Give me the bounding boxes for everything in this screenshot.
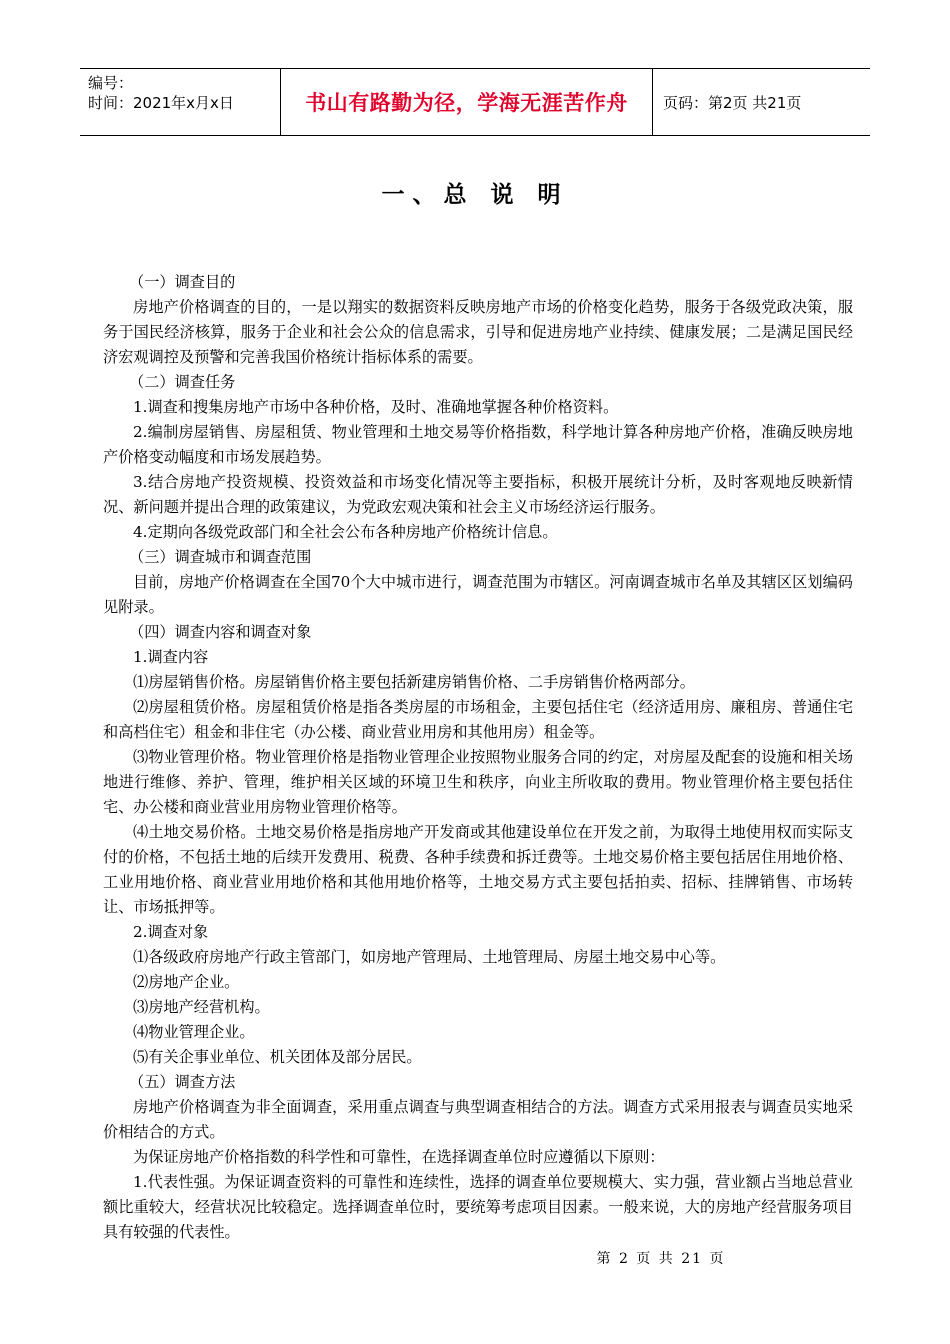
paragraph: ⑵房屋租赁价格。房屋租赁价格是指各类房屋的市场租金，主要包括住宅（经济适用房、廉租房、普通住宅和高档住宅）租金和非住宅（办公楼、商业营业用房和其他用房）租金等。 (103, 698, 853, 741)
paragraph: ⑴房屋销售价格。房屋销售价格主要包括新建房销售价格、二手房销售价格两部分。 (133, 673, 695, 691)
paragraph: ⑷物业管理企业。 (133, 1023, 255, 1041)
number-label: 编号： (88, 74, 134, 92)
paragraph: 房地产价格调查为非全面调查，采用重点调查与典型调查相结合的方法。调查方式采用报表与调查员实地采价相结合的方式。 (103, 1098, 853, 1141)
section-heading: （一）调查目的 (129, 273, 236, 291)
section-heading: （二）调查任务 (129, 373, 236, 391)
page-info: 页码：第2页 共21页 (663, 93, 802, 112)
document-body (103, 270, 853, 1245)
motto: 书山有路勤为径，学海无涯苦作舟 (305, 91, 628, 115)
section-heading: （五）调查方法 (129, 1073, 236, 1091)
paragraph: ⑴各级政府房地产行政主管部门，如房地产管理局、土地管理局、房屋土地交易中心等。 (133, 948, 726, 966)
paragraph: ⑵房地产企业。 (133, 973, 240, 991)
section-heading: （三）调查城市和调查范围 (129, 548, 312, 566)
paragraph: 2.编制房屋销售、房屋租赁、物业管理和土地交易等价格指数，科学地计算各种房地产价格，准确反映房地产价格变动幅度和市场发展趋势。 (103, 423, 853, 466)
paragraph: 1.调查和搜集房地产市场中各种价格，及时、准确地掌握各种价格资料。 (133, 398, 619, 416)
paragraph: 为保证房地产价格指数的科学性和可靠性，在选择调查单位时应遵循以下原则： (133, 1148, 665, 1166)
paragraph: 房地产价格调查的目的，一是以翔实的数据资料反映房地产市场的价格变化趋势，服务于各级党政决策，服务于国民经济核算，服务于企业和社会公众的信息需求，引导和促进房地产业持续、健康发展；二是满足国民经济宏观调控及预警和完善我国价格统计指标体系的需要。 (103, 298, 853, 366)
paragraph: 1.调查内容 (133, 648, 209, 666)
time-label: 时间：2021年x月x日 (88, 94, 234, 112)
paragraph: 3.结合房地产投资规模、投资效益和市场变化情况等主要指标，积极开展统计分析，及时客观地反映新情况、新问题并提出合理的政策建议，为党政宏观决策和社会主义市场经济运行服务。 (103, 473, 853, 516)
paragraph: ⑷土地交易价格。土地交易价格是指房地产开发商或其他建设单位在开发之前，为取得土地使用权而实际支付的价格，不包括土地的后续开发费用、税费、各种手续费和拆迁费等。土地交易价格主要包括居住用地价格、工业用地价格、商业营业用地价格和其他用地价格等，土地交易方式主要包括拍卖、招标、挂牌销售、市场转让、市场抵押等。 (103, 823, 853, 916)
header-left-cell (80, 69, 280, 135)
paragraph: 2.调查对象 (133, 923, 209, 941)
paragraph: 目前，房地产价格调查在全国70个大中城市进行，调查范围为市辖区。河南调查城市名单及其辖区区划编码见附录。 (103, 573, 853, 616)
paragraph: ⑶物业管理价格。物业管理价格是指物业管理企业按照物业服务合同的约定，对房屋及配套的设施和相关场地进行维修、养护、管理，维护相关区域的环境卫生和秩序，向业主所收取的费用。物业管理价格主要包括住宅、办公楼和商业营业用房物业管理价格等。 (103, 748, 853, 816)
paragraph: 4.定期向各级党政部门和全社会公布各种房地产价格统计信息。 (133, 523, 558, 541)
document-header (80, 68, 870, 136)
page-footer: 第 2 页 共 21 页 (596, 1251, 726, 1267)
section-heading: （四）调查内容和调查对象 (129, 623, 312, 641)
paragraph: ⑶房地产经营机构。 (133, 998, 270, 1016)
paragraph: 1.代表性强。为保证调查资料的可靠性和连续性，选择的调查单位要规模大、实力强，营业额占当地总营业额比重较大，经营状况比较稳定。选择调查单位时，要统筹考虑项目因素。一般来说，大的房地产经营服务项目具有较强的代表性。 (103, 1173, 853, 1241)
header-motto-cell (280, 69, 653, 135)
page-title: 一、总 说 明 (381, 182, 569, 208)
paragraph: ⑸有关企事业单位、机关团体及部分居民。 (133, 1048, 422, 1066)
header-page-cell (653, 69, 870, 135)
